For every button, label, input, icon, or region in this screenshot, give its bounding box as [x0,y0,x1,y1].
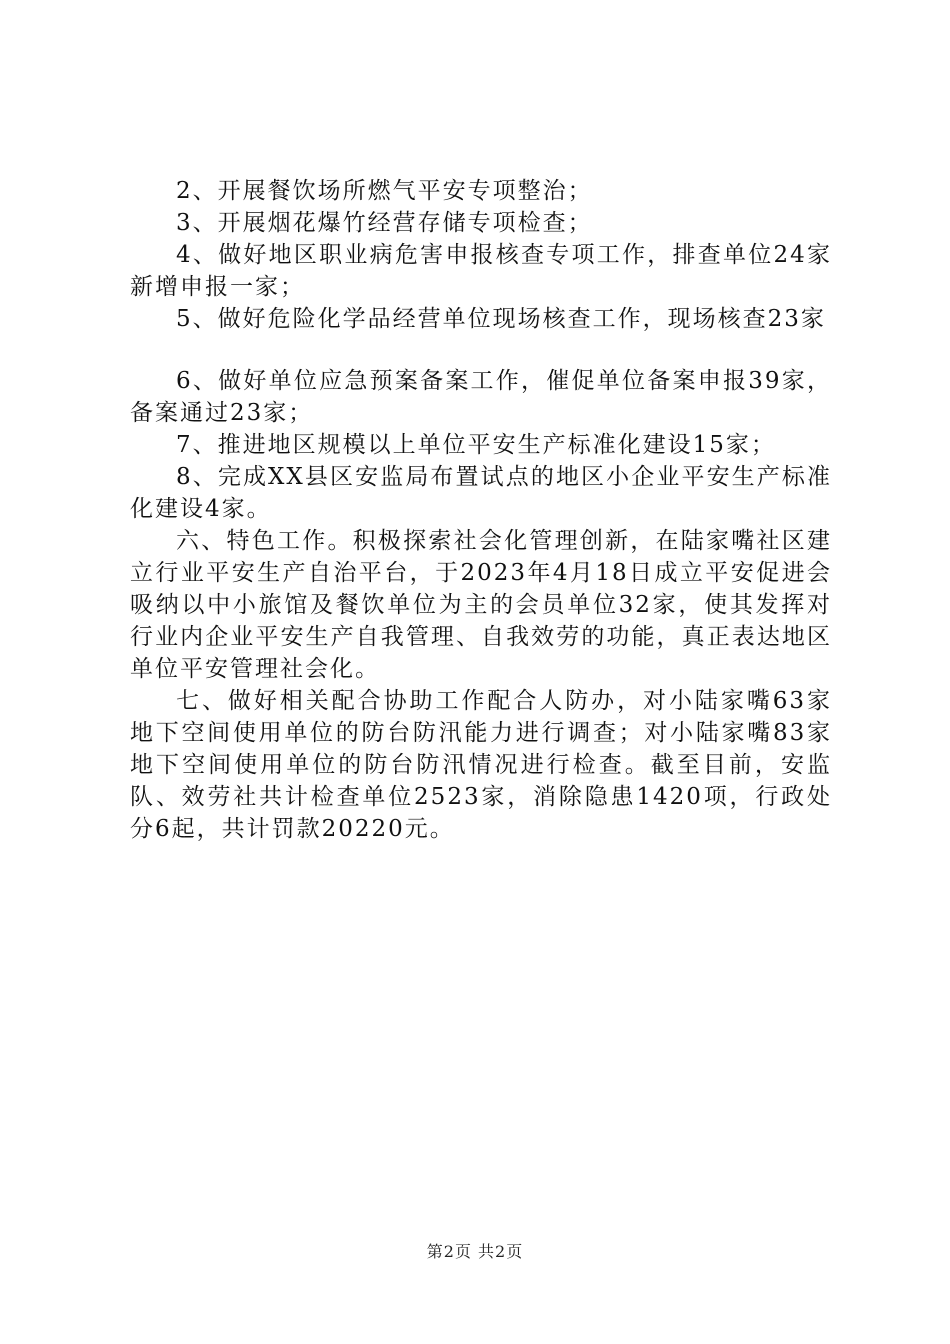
paragraph-item-8: 8、完成XX县区安监局布置试点的地区小企业平安生产标准化建设4家。 [130,464,832,522]
paragraph-item-3: 3、开展烟花爆竹经营存储专项检查； [176,210,593,236]
page-number-footer: 第2页 共2页 [426,1242,524,1261]
paragraph-item-4: 4、做好地区职业病危害申报核查专项工作，排查单位24家新增申报一家； [130,242,832,300]
paragraph-section-six: 六、特色工作。积极探索社会化管理创新，在陆家嘴社区建立行业平安生产自治平台，于2023年4月18日成立平安促进会吸纳以中小旅馆及餐饮单位为主的会员单位32家，使其发挥对行业内企业平安生产自我管理、自我效劳的功能，真正表达地区单位平安管理社会化。 [130,528,832,682]
paragraph-gap [130,335,832,365]
paragraph-item-5: 5、做好危险化学品经营单位现场核查工作，现场核查23家 [176,306,826,332]
paragraph-section-seven: 七、做好相关配合协助工作配合人防办，对小陆家嘴63家地下空间使用单位的防台防汛能力进行调查；对小陆家嘴83家地下空间使用单位的防台防汛情况进行检查。截至目前，安监队、效劳社共计检查单位2523家，消除隐患1420项，行政处分6起，共计罚款20220元。 [130,688,832,842]
paragraph-item-7: 7、推进地区规模以上单位平安生产标准化建设15家； [176,432,776,458]
document-body [130,175,832,845]
paragraph-item-2: 2、开展餐饮场所燃气平安专项整治； [176,178,593,204]
paragraph-item-6: 6、做好单位应急预案备案工作，催促单位备案申报39家，备案通过23家； [130,368,832,426]
